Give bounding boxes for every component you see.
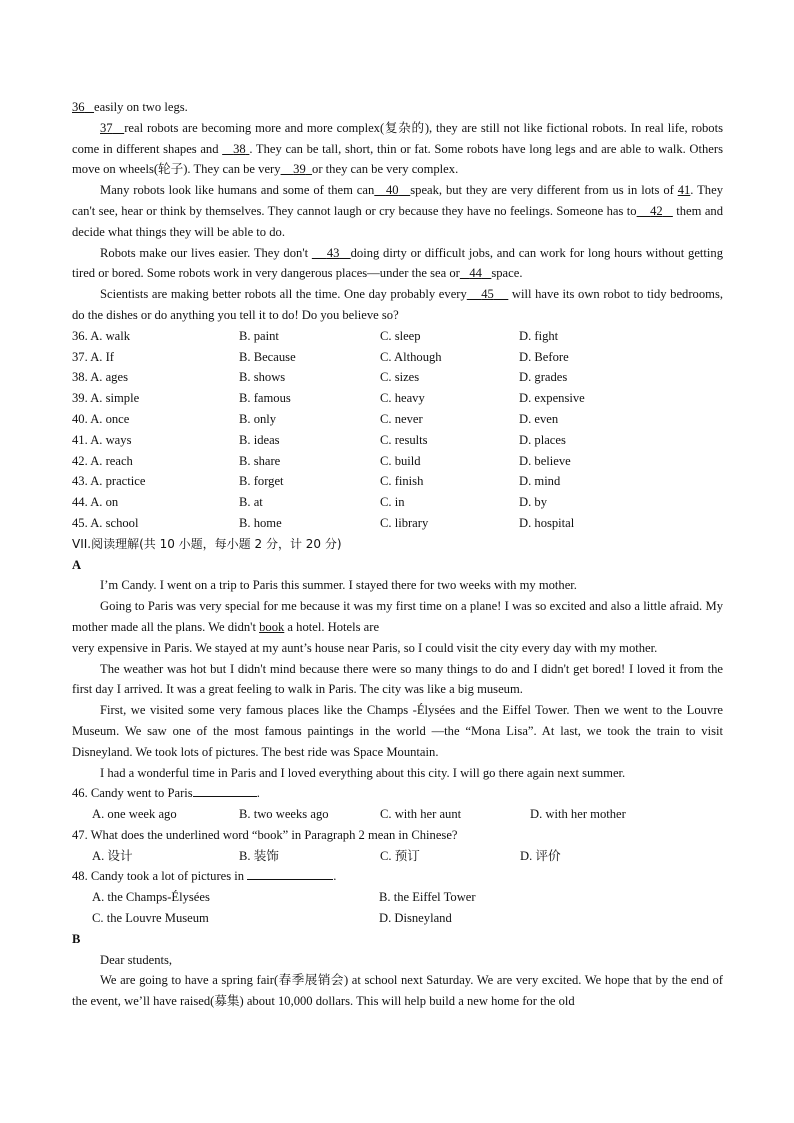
blank-44: 44 bbox=[469, 266, 482, 281]
option-a: A. the Champs-Élysées bbox=[92, 890, 210, 905]
option-a: 37. A. If bbox=[72, 349, 114, 364]
cloze-text: will have its own robot to tidy bedrooms, do the dishes or do anything you tell it to do! Do you believe so? bbox=[72, 287, 723, 322]
cloze-text: doing dirty or difficult jobs, and can work for long hours without getting tired or bored. Some robots work in very dangerous places—under the sea or bbox=[72, 245, 724, 281]
option-d: D. fight bbox=[519, 328, 559, 343]
option-d: D. places bbox=[519, 432, 566, 447]
cloze-text: Many robots look like humans and some of them can bbox=[100, 183, 375, 198]
option-c: C. never bbox=[380, 411, 423, 426]
blank-39: 39 bbox=[293, 162, 306, 177]
option-b: B. forget bbox=[239, 474, 284, 489]
question-48-options-1 bbox=[72, 887, 723, 908]
option-row bbox=[72, 409, 723, 430]
passage-b-greeting: Dear students, bbox=[100, 952, 173, 967]
question-48 bbox=[72, 866, 723, 887]
option-a: A. 设计 bbox=[92, 848, 133, 863]
cloze-text: easily on two legs. bbox=[94, 100, 188, 114]
passage-b-paragraph-1: We are going to have a spring fair(春季展销会) at school next Saturday. We are very excited. We hope that by the end of the event, we’ll have raised(募集) about 10,000 dollars. This will help build a new home for the old bbox=[72, 973, 723, 1009]
blank-42: 42 bbox=[650, 203, 663, 218]
passage-a-label: A bbox=[72, 557, 82, 572]
option-row bbox=[72, 513, 723, 534]
option-a: 45. A. school bbox=[72, 515, 139, 530]
blank-41: 41 bbox=[677, 183, 691, 198]
cloze-paragraph-4 bbox=[72, 284, 723, 326]
option-a: 36. A. walk bbox=[72, 328, 131, 343]
cloze-text: . They can't see, hear or think by themselves. They cannot laugh or cry because they have no feelings. Someone has to bbox=[72, 183, 723, 218]
cloze-text: space. bbox=[491, 266, 523, 281]
cloze-text: Scientists are making better robots all the time. One day probably every bbox=[100, 287, 467, 302]
option-b: B. ideas bbox=[239, 432, 280, 447]
cloze-paragraph-3 bbox=[72, 243, 723, 285]
option-b: B. 装饰 bbox=[239, 848, 279, 863]
option-a: 39. A. simple bbox=[72, 391, 140, 406]
option-c: C. in bbox=[380, 495, 405, 510]
option-row bbox=[72, 451, 723, 472]
cloze-text: Robots make our lives easier. They don't bbox=[100, 245, 312, 260]
option-b: B. Because bbox=[239, 349, 296, 364]
cloze-text: . They can be tall, short, thin or fat. Some robots have long legs and are able to walk. Others move on wheels(轮子). They can be very bbox=[72, 141, 723, 177]
question-end: . bbox=[256, 786, 260, 801]
blank-40: 40 bbox=[385, 183, 399, 198]
option-a: 41. A. ways bbox=[72, 432, 132, 447]
passage-a-paragraph-3: The weather was hot but I didn't mind because there were so many things to do and I didn't get bored! I loved it from the first day I arrived. It was a great feeling to walk in Paris. The city was like a big museum. bbox=[72, 661, 723, 697]
option-b: B. share bbox=[239, 453, 281, 468]
passage-a-paragraph-4: First, we visited some very famous places like the Champs -Élysées and the Eiffel Tower. Then we went to the Louvre Museum. We saw one of the most famous paintings in the world —the “Mona Lisa”. At last, we took the train to visit Disneyland. We took lots of pictures. The best ride was Space Mountain. bbox=[72, 703, 723, 759]
answer-blank bbox=[193, 783, 257, 797]
option-d: D. grades bbox=[519, 370, 568, 385]
question-47: 47. What does the underlined word “book” in Paragraph 2 mean in Chinese? bbox=[72, 827, 458, 842]
option-b: B. two weeks ago bbox=[239, 807, 329, 822]
option-row bbox=[72, 492, 723, 513]
option-row bbox=[72, 430, 723, 451]
option-c: C. the Louvre Museum bbox=[92, 911, 209, 926]
option-c: C. library bbox=[380, 515, 429, 530]
option-d: D. expensive bbox=[519, 391, 585, 406]
option-row bbox=[72, 388, 723, 409]
underlined-word-book: book bbox=[259, 619, 285, 634]
question-48-options-2 bbox=[72, 908, 723, 929]
option-b: B. the Eiffel Tower bbox=[379, 890, 476, 905]
section-title: VII.阅读理解(共 10 小题，每小题 2 分，计 20 分) bbox=[72, 536, 342, 551]
option-d: D. Before bbox=[519, 349, 569, 364]
blank-45: 45 bbox=[481, 287, 494, 302]
option-c: C. with her aunt bbox=[380, 807, 462, 822]
question-end: . bbox=[333, 869, 337, 884]
option-b: B. home bbox=[239, 515, 282, 530]
option-a: 44. A. on bbox=[72, 495, 119, 510]
option-b: B. paint bbox=[239, 328, 279, 343]
option-a: 43. A. practice bbox=[72, 474, 146, 489]
option-c: C. results bbox=[380, 432, 428, 447]
cloze-text: or they can be very complex. bbox=[312, 162, 459, 177]
option-d: D. believe bbox=[519, 453, 571, 468]
cloze-line-0 bbox=[72, 97, 723, 118]
option-d: D. Disneyland bbox=[379, 911, 452, 926]
option-c: C. build bbox=[380, 453, 421, 468]
passage-a-paragraph-1: I’m Candy. I went on a trip to Paris this summer. I stayed there for two weeks with my mother. bbox=[100, 578, 577, 593]
passage-text: Going to Paris was very special for me because it was my first time on a plane! I was so excited and also a little afraid. My mother made all the plans. We didn't bbox=[72, 599, 723, 634]
blank-36: 36 bbox=[72, 100, 85, 114]
blank-37: 37 bbox=[100, 120, 113, 135]
option-c: C. Although bbox=[380, 349, 442, 364]
question-stem: 46. Candy went to Paris bbox=[72, 786, 193, 801]
cloze-options bbox=[72, 326, 723, 534]
exam-page bbox=[72, 97, 723, 1012]
option-b: B. shows bbox=[239, 370, 286, 385]
option-d: D. by bbox=[519, 495, 547, 510]
option-a: 42. A. reach bbox=[72, 453, 133, 468]
option-row bbox=[72, 471, 723, 492]
cloze-text: them and decide what things they will be able to do. bbox=[72, 203, 724, 239]
option-d: D. mind bbox=[519, 474, 561, 489]
question-46 bbox=[72, 783, 723, 804]
option-d: D. with her mother bbox=[530, 807, 626, 822]
question-46-options bbox=[72, 804, 723, 825]
passage-b-label: B bbox=[72, 931, 81, 946]
passage-a-paragraph-5: I had a wonderful time in Paris and I loved everything about this city. I will go there again next summer. bbox=[100, 765, 626, 780]
passage-a-paragraph-2-cont: very expensive in Paris. We stayed at my aunt’s house near Paris, so I could visit the city every day with my mother. bbox=[72, 640, 658, 655]
cloze-paragraph-2 bbox=[72, 180, 723, 242]
passage-a-paragraph-2 bbox=[72, 596, 723, 638]
option-c: C. sleep bbox=[380, 328, 421, 343]
cloze-text: speak, but they are very different from us in lots of bbox=[410, 183, 678, 198]
option-a: 38. A. ages bbox=[72, 370, 128, 385]
option-d: D. 评价 bbox=[520, 848, 561, 863]
blank-43: 43 bbox=[326, 245, 340, 260]
option-c: C. sizes bbox=[380, 370, 420, 385]
answer-blank bbox=[247, 866, 333, 880]
cloze-paragraph-1 bbox=[72, 118, 723, 180]
passage-text: a hotel. Hotels are bbox=[284, 619, 380, 634]
option-d: D. even bbox=[519, 411, 559, 426]
option-b: B. famous bbox=[239, 391, 291, 406]
option-b: B. at bbox=[239, 495, 263, 510]
option-a: 40. A. once bbox=[72, 411, 130, 426]
option-a: A. one week ago bbox=[92, 807, 177, 822]
option-c: C. finish bbox=[380, 474, 424, 489]
cloze-text: real robots are becoming more and more complex(复杂的), they are still not like fictional robots. In real life, robots come in different shapes and bbox=[72, 120, 723, 156]
option-d: D. hospital bbox=[519, 515, 575, 530]
option-c: C. heavy bbox=[380, 391, 425, 406]
option-row bbox=[72, 347, 723, 368]
question-47-options bbox=[72, 846, 723, 867]
option-b: B. only bbox=[239, 411, 277, 426]
question-stem: 48. Candy took a lot of pictures in bbox=[72, 869, 248, 884]
blank-38: 38 bbox=[233, 141, 246, 156]
option-row bbox=[72, 367, 723, 388]
option-row bbox=[72, 326, 723, 347]
option-c: C. 预订 bbox=[380, 848, 420, 863]
